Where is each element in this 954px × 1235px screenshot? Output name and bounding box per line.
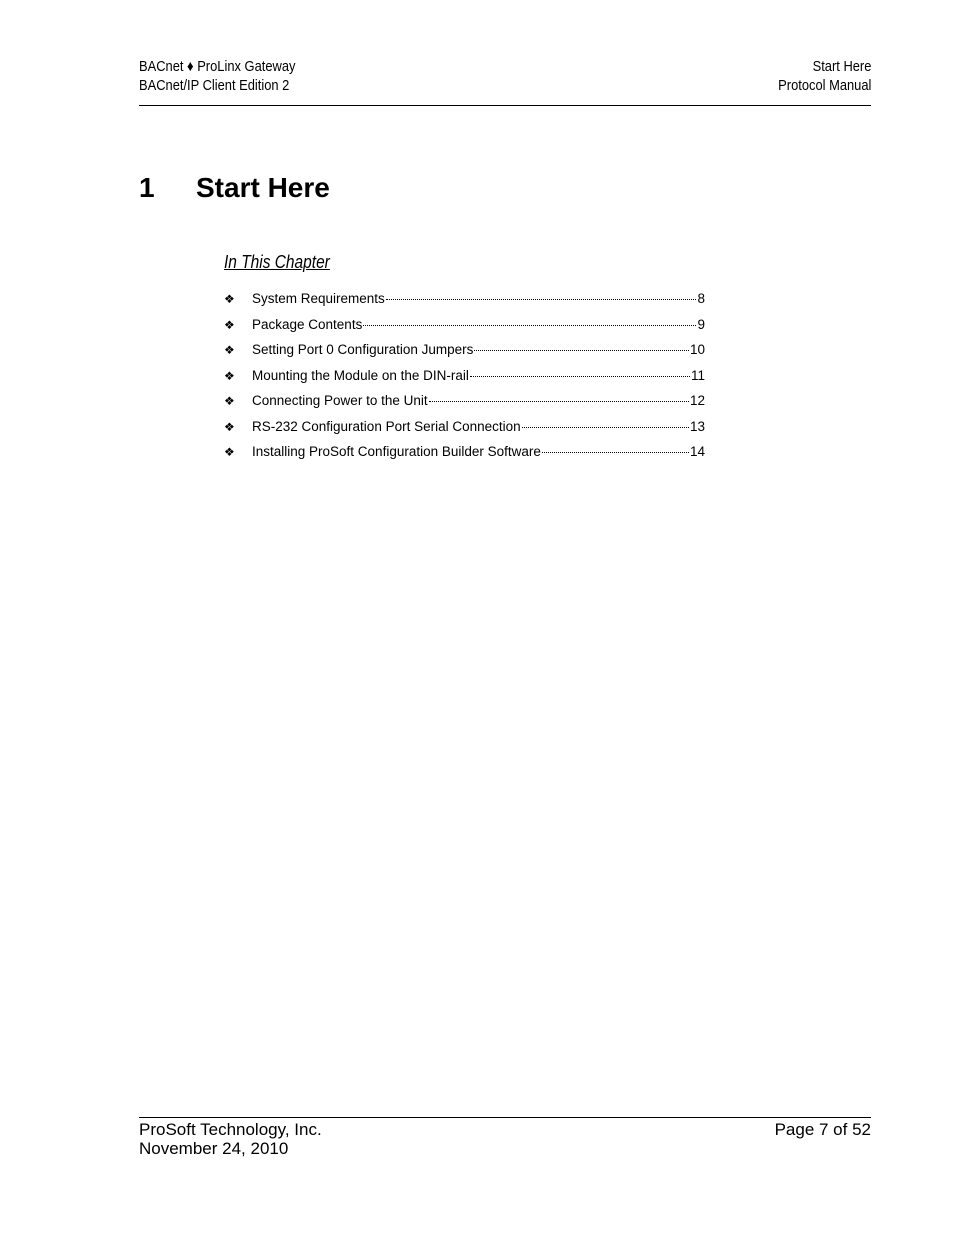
toc-item-title[interactable]: RS-232 Configuration Port Serial Connection: [252, 418, 521, 434]
toc-item-page[interactable]: 12: [689, 393, 705, 408]
header-right: [778, 57, 871, 95]
toc-item-page[interactable]: 10: [689, 342, 705, 357]
page-footer: [139, 1117, 871, 1158]
header-edition: BACnet/IP Client Edition 2: [139, 77, 290, 94]
toc-item-title[interactable]: Installing ProSoft Configuration Builder Software: [252, 444, 541, 459]
footer-right: [775, 1120, 871, 1139]
toc-item-page[interactable]: 9: [697, 316, 705, 332]
diamond-bullet-icon: ❖: [224, 445, 235, 459]
toc-item-title[interactable]: Package Contents: [252, 316, 363, 332]
chapter-title: [139, 170, 330, 206]
toc-item-title[interactable]: Mounting the Module on the DIN-rail: [252, 367, 469, 383]
header-section: Start Here: [812, 58, 871, 75]
chapter-number: 1: [139, 172, 155, 203]
toc-item[interactable]: [224, 365, 705, 391]
diamond-bullet-icon: ❖: [224, 368, 235, 383]
diamond-bullet-icon: ❖: [224, 419, 235, 434]
toc-item[interactable]: [224, 339, 705, 365]
toc-item[interactable]: [224, 288, 705, 314]
toc-leader-dots: [474, 350, 689, 351]
page-number: Page 7 of 52: [774, 1120, 871, 1139]
toc-item-title[interactable]: System Requirements: [252, 291, 385, 306]
diamond-bullet-icon: ❖: [224, 343, 235, 357]
toc-item-page[interactable]: 11: [690, 367, 705, 383]
footer-date: November 24, 2010: [139, 1139, 289, 1158]
footer-company: ProSoft Technology, Inc.: [139, 1120, 322, 1139]
chapter-toc: [224, 288, 705, 467]
toc-item[interactable]: [224, 314, 705, 340]
toc-item[interactable]: [224, 441, 705, 467]
diamond-bullet-icon: ❖: [224, 394, 235, 408]
toc-leader-dots: [363, 325, 696, 326]
toc-item[interactable]: [224, 416, 705, 442]
toc-leader-dots: [470, 376, 690, 377]
toc-heading: In This Chapter: [224, 252, 330, 272]
toc-item-page[interactable]: 8: [697, 291, 705, 306]
toc-item-page[interactable]: 13: [689, 418, 705, 434]
footer-left: [139, 1120, 322, 1158]
toc-leader-dots: [429, 401, 689, 402]
diamond-bullet-icon: ❖: [224, 292, 235, 306]
chapter-name: Start Here: [196, 172, 330, 203]
toc-leader-dots: [522, 427, 689, 428]
toc-leader-dots: [542, 452, 689, 453]
diamond-bullet-icon: ❖: [224, 317, 235, 332]
header-left: [139, 57, 295, 95]
toc-item-title[interactable]: Setting Port 0 Configuration Jumpers: [252, 342, 474, 357]
toc-item-page[interactable]: 14: [689, 444, 705, 459]
header-product-line: BACnet ♦ ProLinx Gateway: [139, 58, 296, 75]
header-manual-type: Protocol Manual: [777, 77, 871, 94]
toc-leader-dots: [386, 299, 697, 300]
page-header: [139, 57, 871, 106]
toc-item-title[interactable]: Connecting Power to the Unit: [252, 393, 428, 408]
toc-item[interactable]: [224, 390, 705, 416]
